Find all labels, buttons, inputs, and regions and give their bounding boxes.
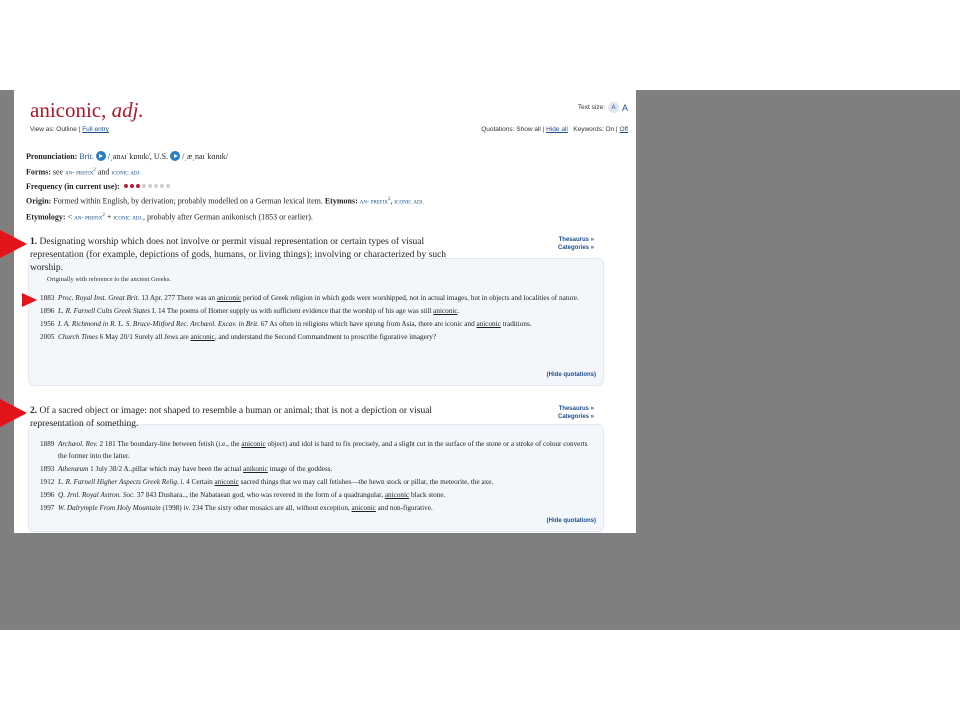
forms-and: and <box>97 167 110 177</box>
etymology-link-an-prefix[interactable]: an- prefix <box>74 214 103 222</box>
quotation-cite: 67 <box>258 320 270 328</box>
etymology-plus: + <box>106 212 112 222</box>
quotation-source: L. R. Farnell Cults Greek States <box>58 307 151 315</box>
quotation-cite: (1998) iv. 234 <box>160 503 205 512</box>
quotation-source: Proc. Royal Inst. Great Brit. <box>58 294 140 302</box>
quotation-post: sacred things that we may call fetishes—the hewn stock or pillar, the meteorite, the axe. <box>238 477 494 486</box>
quotation-keyword: aniconic <box>351 503 376 512</box>
quotation-cite: I. 14 <box>150 307 167 315</box>
quotation-source: Athenæum <box>58 464 89 473</box>
forms-link-an-prefix[interactable]: an- prefix <box>65 169 94 177</box>
frequency-dot <box>154 184 158 188</box>
quotation-row <box>40 332 596 344</box>
quotation-row <box>40 464 596 476</box>
frequency-dot <box>166 184 170 188</box>
play-audio-us-icon[interactable] <box>170 151 180 161</box>
frequency-dot <box>148 184 152 188</box>
headword-text: aniconic, <box>30 98 107 122</box>
quotation-cite: 6 May 20/1 <box>97 333 135 341</box>
etymology-sup: 2 <box>102 213 105 219</box>
pron-brit-label: Brit. <box>79 152 94 161</box>
quotation-keyword: aniconic <box>216 294 242 302</box>
quotation-cite: i. 4 <box>178 477 192 486</box>
view-separator: | <box>78 126 81 133</box>
etymology-label: Etymology: <box>26 212 66 222</box>
pron-brit-ipa: /ˌanʌɪˈkɒnɪk/, <box>107 152 152 161</box>
sense-1-definition-text: Designating worship which does not involve or permit visual representation or certain types of visual representation (for example, depictions of gods, humans, or living things); involving or characterized by such worship. <box>30 237 447 273</box>
forms-sup: 2 <box>93 167 96 173</box>
pronunciation-row <box>26 150 616 164</box>
frequency-dot <box>136 184 140 188</box>
sense-1-thesaurus-link[interactable]: Thesaurus » <box>558 237 594 243</box>
quotation-source: I. A. Richmond in R. L. S. Bruce-Mitford Rec. Archæol. Excav. in Brit. <box>58 320 259 328</box>
quotation-row <box>40 503 596 515</box>
quotation-keyword: anikonic <box>243 464 268 473</box>
pron-us-ipa: /ˌæˌnaɪˈkɑnɪk/ <box>182 152 229 161</box>
frequency-dot <box>124 184 128 188</box>
play-audio-brit-icon[interactable] <box>96 151 106 161</box>
quotation-post: black stone. <box>409 490 446 499</box>
quotation-text <box>58 332 596 344</box>
quotation-text <box>58 464 596 476</box>
quotation-cite: 1 July 38/2 <box>88 464 124 473</box>
etymons-link-iconic[interactable]: iconic adj. <box>394 198 425 206</box>
view-as-bar <box>30 126 109 133</box>
red-arrow-sense-1-icon <box>0 230 27 258</box>
quotation-post: traditions. <box>500 320 532 328</box>
quotation-pre: Dushara.., the Nabataean god, who was revered in the form of a quadrangular, <box>158 490 385 499</box>
sense-2-categories-link[interactable]: Categories » <box>557 414 594 420</box>
origin-label: Origin: <box>26 196 52 206</box>
view-as-label: View as: <box>30 126 55 133</box>
quotation-text <box>58 503 596 515</box>
origin-text: Formed within English, by derivation; probably modelled on a German lexical item. <box>53 196 323 206</box>
headword <box>30 98 144 123</box>
quotation-text <box>58 319 596 331</box>
quotation-keyword: aniconic <box>241 440 266 448</box>
red-arrow-sense-2-icon <box>0 399 27 427</box>
quotation-pre: As often in religions which have sprung from Asia, there are iconic and <box>269 320 477 328</box>
quotation-post: , and understand the Second Commandment to proscribe figurative imagery? <box>214 333 437 341</box>
sense-1-side-links <box>558 236 594 252</box>
forms-row <box>26 164 616 180</box>
quotation-source: Archæol. Rev. <box>58 440 98 448</box>
quotations-label: Quotations: <box>481 126 515 133</box>
quotation-post: image of the goddess. <box>267 464 333 473</box>
quotation-pre: Surely all Jews are <box>134 333 191 341</box>
frequency-indicator <box>124 184 170 188</box>
quotations-bar: Quotations: Show all | Hide all Keywords: On | Off <box>481 126 628 133</box>
quotation-year: 1893 <box>40 464 55 473</box>
quotation-pre: There was an <box>176 294 217 302</box>
sense-1-hide-quotations-link[interactable]: (Hide quotations) <box>546 372 596 378</box>
sense-1-categories-link[interactable]: Categories » <box>557 245 594 251</box>
sense-2-definition <box>30 405 480 431</box>
frequency-dot <box>142 184 146 188</box>
hide-all-link[interactable]: Hide all <box>546 126 568 133</box>
keywords-label: Keywords: <box>573 126 604 133</box>
forms-see: see <box>52 167 64 177</box>
quotation-pre: Certain <box>191 477 215 486</box>
pron-us-label: U.S. <box>153 152 169 161</box>
etymons-sup: 2 <box>387 197 391 203</box>
quotation-source: Church Times <box>58 333 98 341</box>
quotation-post: object) and idol is hard to fix precisely, and a slight cut in the surface of the stone or a stroke of colour converts the former into the latter. <box>58 440 588 460</box>
quotation-year: 1956 <box>40 320 55 328</box>
keywords-off-link[interactable]: Off <box>619 126 628 133</box>
sense-1-note: Originally with reference to the ancient Greeks. <box>47 276 171 283</box>
sense-1-quotations <box>40 293 596 345</box>
quotation-row <box>40 293 596 305</box>
quotation-pre: A..pillar which may have been the actual <box>123 464 244 473</box>
quotation-keyword: aniconic <box>214 477 239 486</box>
quotation-row <box>40 477 596 489</box>
quotation-text <box>58 293 596 305</box>
quotation-source: W. Dalrymple From Holy Mountain <box>58 503 161 512</box>
frequency-row <box>26 180 616 194</box>
quotation-post: and non-figurative. <box>375 503 433 512</box>
frequency-dot <box>160 184 164 188</box>
etymons-link-an-prefix[interactable]: an- prefix <box>359 198 388 206</box>
quotation-keyword: aniconic <box>476 320 501 328</box>
etymons-comma: , <box>390 196 393 206</box>
sense-2-hide-quotations-link[interactable]: (Hide quotations) <box>546 518 596 524</box>
quotation-text <box>58 306 596 318</box>
sense-1-number: 1. <box>30 237 38 247</box>
quotation-pre: The poems of Homer supply us with sufficient evidence that the worship of his age was still <box>166 307 434 315</box>
dictionary-page <box>14 90 636 533</box>
quotation-cite: 2 181 <box>97 440 118 448</box>
show-all-link[interactable]: Show all <box>516 126 541 133</box>
quotation-pre: The sixty other mosaics are all, without exception, <box>204 503 352 512</box>
text-size-large-button[interactable]: A <box>621 102 628 113</box>
etymology-row <box>26 209 616 225</box>
quotation-row <box>40 319 596 331</box>
etymology-link-iconic[interactable]: iconic adj. <box>113 214 143 222</box>
etymons-label: Etymons: <box>324 196 358 206</box>
keywords-on-link[interactable]: On <box>605 126 615 133</box>
sense-2-quotations <box>40 439 596 516</box>
quotation-post: . <box>457 307 460 315</box>
sense-2-definition-text: Of a sacred object or image: not shaped to resemble a human or animal; that is not a depiction or visual representation of something. <box>30 406 433 429</box>
quotation-row <box>40 490 596 502</box>
quotation-year: 1912 <box>40 477 55 486</box>
forms-label: Forms: <box>26 167 51 177</box>
quotation-row <box>40 306 596 318</box>
quotation-keyword: aniconic <box>190 333 215 341</box>
quotation-text <box>58 477 596 489</box>
entry-info <box>26 150 616 225</box>
red-arrow-quote-1883-icon <box>22 293 37 307</box>
pronunciation-label: Pronunciation: <box>26 152 78 161</box>
text-size-control <box>578 102 628 113</box>
quotation-text <box>58 439 596 462</box>
frequency-label: Frequency (in current use): <box>26 181 120 191</box>
quotation-cite: 13 Apr. 277 <box>139 294 177 302</box>
text-size-small-button[interactable]: A <box>608 102 619 113</box>
view-full-entry-link[interactable]: Full entry <box>82 126 109 133</box>
quotation-year: 1896 <box>40 307 55 315</box>
view-outline-link[interactable]: Outline <box>56 126 77 133</box>
sense-2-side-links <box>558 405 594 421</box>
sense-2-thesaurus-link[interactable]: Thesaurus » <box>558 406 594 412</box>
quotation-keyword: aniconic <box>433 307 458 315</box>
quotation-pre: The boundary-line between fetish (i.e., the <box>117 440 242 448</box>
quotation-post: period of Greek religion in which gods were worshipped, not in actual images, but in objects and localities of nature. <box>241 294 579 302</box>
quotation-row <box>40 439 596 462</box>
quotation-year: 1996 <box>40 490 55 499</box>
sense-2-number: 2. <box>30 406 38 416</box>
quotation-year: 1997 <box>40 503 55 512</box>
text-size-label: Text size: <box>577 104 605 111</box>
quotation-source: L. R. Farnell Higher Aspects Greek Relig. <box>58 477 179 486</box>
quotation-text <box>58 490 596 502</box>
quotation-cite: 37 843 <box>135 490 159 499</box>
frequency-dot <box>130 184 134 188</box>
quotation-year: 2005 <box>40 333 55 341</box>
origin-row <box>26 193 616 209</box>
quotation-year: 1883 <box>40 294 55 302</box>
quotation-source: Q. Jrnl. Royal Astron. Soc. <box>58 490 136 499</box>
forms-link-iconic[interactable]: iconic adj. <box>111 169 142 177</box>
etymology-lt: < <box>67 212 73 222</box>
quotation-year: 1889 <box>40 440 55 448</box>
sense-1-definition <box>30 236 480 275</box>
etymology-rest: , probably after German anikonisch (1853 or earlier). <box>142 212 313 222</box>
part-of-speech: adj. <box>111 98 144 122</box>
quotation-keyword: aniconic <box>384 490 410 499</box>
